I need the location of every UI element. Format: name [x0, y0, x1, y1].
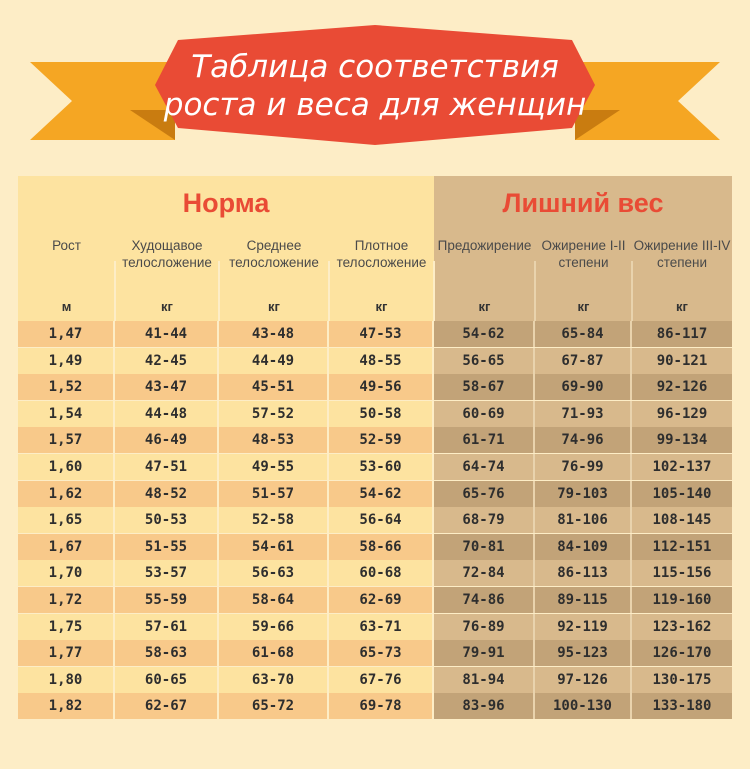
weight-range-cell: 89-115 — [535, 587, 632, 613]
weight-table — [18, 176, 732, 716]
section-excess-header: Лишний вес — [434, 176, 732, 231]
weight-range-cell: 68-79 — [434, 507, 535, 533]
height-cell: 1,62 — [18, 481, 115, 507]
height-cell: 1,49 — [18, 348, 115, 374]
column-header: Предожирение — [437, 238, 532, 253]
column-unit: кг — [478, 298, 491, 314]
weight-range-cell: 92-119 — [535, 614, 632, 640]
weight-range-cell: 133-180 — [632, 693, 732, 719]
weight-range-cell: 51-55 — [115, 534, 219, 560]
weight-range-cell: 52-58 — [219, 507, 329, 533]
weight-range-cell: 95-123 — [535, 640, 632, 666]
height-cell: 1,70 — [18, 560, 115, 586]
weight-range-cell: 64-74 — [434, 454, 535, 480]
weight-range-cell: 60-69 — [434, 401, 535, 427]
table-row — [18, 560, 732, 586]
column-header: Рост — [52, 238, 81, 253]
column-unit: кг — [268, 298, 280, 314]
weight-range-cell: 65-73 — [329, 640, 434, 666]
weight-range-cell: 60-65 — [115, 667, 219, 693]
weight-range-cell: 100-130 — [535, 693, 632, 719]
weight-range-cell: 81-106 — [535, 507, 632, 533]
page-title — [155, 38, 595, 134]
table-row — [18, 534, 732, 560]
weight-range-cell: 74-86 — [434, 587, 535, 613]
height-cell: 1,67 — [18, 534, 115, 560]
weight-range-cell: 105-140 — [632, 481, 732, 507]
weight-range-cell: 115-156 — [632, 560, 732, 586]
column-unit: кг — [161, 298, 173, 314]
weight-range-cell: 56-64 — [329, 507, 434, 533]
weight-range-cell: 43-48 — [219, 321, 329, 347]
table-row — [18, 481, 732, 507]
weight-range-cell: 63-70 — [219, 667, 329, 693]
column-unit: кг — [577, 298, 590, 314]
weight-range-cell: 102-137 — [632, 454, 732, 480]
table-body — [18, 321, 732, 720]
column-header: Плотное телосложение — [336, 238, 427, 270]
weight-range-cell: 49-55 — [219, 454, 329, 480]
weight-range-cell: 62-69 — [329, 587, 434, 613]
weight-range-cell: 55-59 — [115, 587, 219, 613]
weight-range-cell: 47-51 — [115, 454, 219, 480]
weight-range-cell: 57-52 — [219, 401, 329, 427]
height-cell: 1,54 — [18, 401, 115, 427]
column-header: Среднее телосложение — [229, 238, 319, 270]
weight-range-cell: 53-60 — [329, 454, 434, 480]
weight-range-cell: 65-76 — [434, 481, 535, 507]
weight-range-cell: 86-117 — [632, 321, 732, 347]
height-cell: 1,80 — [18, 667, 115, 693]
height-cell: 1,47 — [18, 321, 115, 347]
weight-range-cell: 67-76 — [329, 667, 434, 693]
weight-range-cell: 56-63 — [219, 560, 329, 586]
table-row — [18, 427, 732, 453]
weight-range-cell: 79-103 — [535, 481, 632, 507]
weight-range-cell: 79-91 — [434, 640, 535, 666]
height-cell: 1,57 — [18, 427, 115, 453]
weight-range-cell: 58-64 — [219, 587, 329, 613]
weight-range-cell: 44-48 — [115, 401, 219, 427]
weight-range-cell: 70-81 — [434, 534, 535, 560]
table-row — [18, 348, 732, 374]
weight-range-cell: 62-67 — [115, 693, 219, 719]
table-row — [18, 507, 732, 533]
column-header: Худощавое телосложение — [122, 238, 212, 270]
title-line-2: роста и веса для женщин — [163, 87, 587, 123]
weight-range-cell: 76-89 — [434, 614, 535, 640]
weight-range-cell: 83-96 — [434, 693, 535, 719]
ribbon-left-tail — [30, 62, 175, 140]
weight-range-cell: 69-78 — [329, 693, 434, 719]
weight-range-cell: 53-57 — [115, 560, 219, 586]
weight-range-cell: 71-93 — [535, 401, 632, 427]
table-row — [18, 454, 732, 480]
weight-range-cell: 45-51 — [219, 374, 329, 400]
weight-range-cell: 54-62 — [329, 481, 434, 507]
height-cell: 1,82 — [18, 693, 115, 719]
weight-range-cell: 48-52 — [115, 481, 219, 507]
weight-range-cell: 59-66 — [219, 614, 329, 640]
weight-range-cell: 44-49 — [219, 348, 329, 374]
title-banner — [0, 0, 750, 170]
table-row — [18, 401, 732, 427]
height-cell: 1,60 — [18, 454, 115, 480]
weight-range-cell: 47-53 — [329, 321, 434, 347]
table-row — [18, 693, 732, 719]
weight-range-cell: 92-126 — [632, 374, 732, 400]
weight-range-cell: 48-55 — [329, 348, 434, 374]
weight-range-cell: 84-109 — [535, 534, 632, 560]
weight-range-cell: 63-71 — [329, 614, 434, 640]
table-row — [18, 321, 732, 347]
column-unit: м — [61, 298, 72, 314]
weight-range-cell: 123-162 — [632, 614, 732, 640]
weight-range-cell: 41-44 — [115, 321, 219, 347]
table-row — [18, 640, 732, 666]
table-row — [18, 374, 732, 400]
table-row — [18, 587, 732, 613]
section-norma-header: Норма — [18, 176, 434, 231]
weight-range-cell: 99-134 — [632, 427, 732, 453]
weight-range-cell: 126-170 — [632, 640, 732, 666]
ribbon-right-tail — [575, 62, 720, 140]
weight-range-cell: 50-53 — [115, 507, 219, 533]
weight-range-cell: 51-57 — [219, 481, 329, 507]
weight-range-cell: 97-126 — [535, 667, 632, 693]
height-cell: 1,77 — [18, 640, 115, 666]
weight-range-cell: 90-121 — [632, 348, 732, 374]
title-line-1: Таблица соответствия — [191, 49, 559, 85]
weight-range-cell: 67-87 — [535, 348, 632, 374]
weight-range-cell: 72-84 — [434, 560, 535, 586]
weight-range-cell: 119-160 — [632, 587, 732, 613]
weight-range-cell: 65-72 — [219, 693, 329, 719]
weight-range-cell: 130-175 — [632, 667, 732, 693]
height-cell: 1,75 — [18, 614, 115, 640]
weight-range-cell: 65-84 — [535, 321, 632, 347]
height-cell: 1,72 — [18, 587, 115, 613]
weight-range-cell: 54-61 — [219, 534, 329, 560]
weight-range-cell: 96-129 — [632, 401, 732, 427]
weight-range-cell: 74-96 — [535, 427, 632, 453]
weight-range-cell: 58-66 — [329, 534, 434, 560]
weight-range-cell: 49-56 — [329, 374, 434, 400]
height-cell: 1,65 — [18, 507, 115, 533]
weight-range-cell: 54-62 — [434, 321, 535, 347]
column-unit: кг — [375, 298, 388, 314]
weight-range-cell: 56-65 — [434, 348, 535, 374]
weight-range-cell: 57-61 — [115, 614, 219, 640]
weight-range-cell: 52-59 — [329, 427, 434, 453]
weight-range-cell: 81-94 — [434, 667, 535, 693]
weight-range-cell: 86-113 — [535, 560, 632, 586]
column-unit: кг — [676, 298, 688, 314]
weight-range-cell: 76-99 — [535, 454, 632, 480]
weight-range-cell: 48-53 — [219, 427, 329, 453]
column-header: Ожирение III-IV степени — [633, 238, 731, 270]
weight-range-cell: 43-47 — [115, 374, 219, 400]
weight-range-cell: 61-71 — [434, 427, 535, 453]
weight-range-cell: 108-145 — [632, 507, 732, 533]
weight-range-cell: 61-68 — [219, 640, 329, 666]
table-row — [18, 614, 732, 640]
height-cell: 1,52 — [18, 374, 115, 400]
column-header: Ожирение I-II степени — [541, 238, 626, 270]
table-row — [18, 667, 732, 693]
weight-range-cell: 69-90 — [535, 374, 632, 400]
weight-range-cell: 46-49 — [115, 427, 219, 453]
weight-range-cell: 58-63 — [115, 640, 219, 666]
weight-range-cell: 42-45 — [115, 348, 219, 374]
weight-range-cell: 112-151 — [632, 534, 732, 560]
weight-range-cell: 50-58 — [329, 401, 434, 427]
weight-range-cell: 58-67 — [434, 374, 535, 400]
weight-range-cell: 60-68 — [329, 560, 434, 586]
